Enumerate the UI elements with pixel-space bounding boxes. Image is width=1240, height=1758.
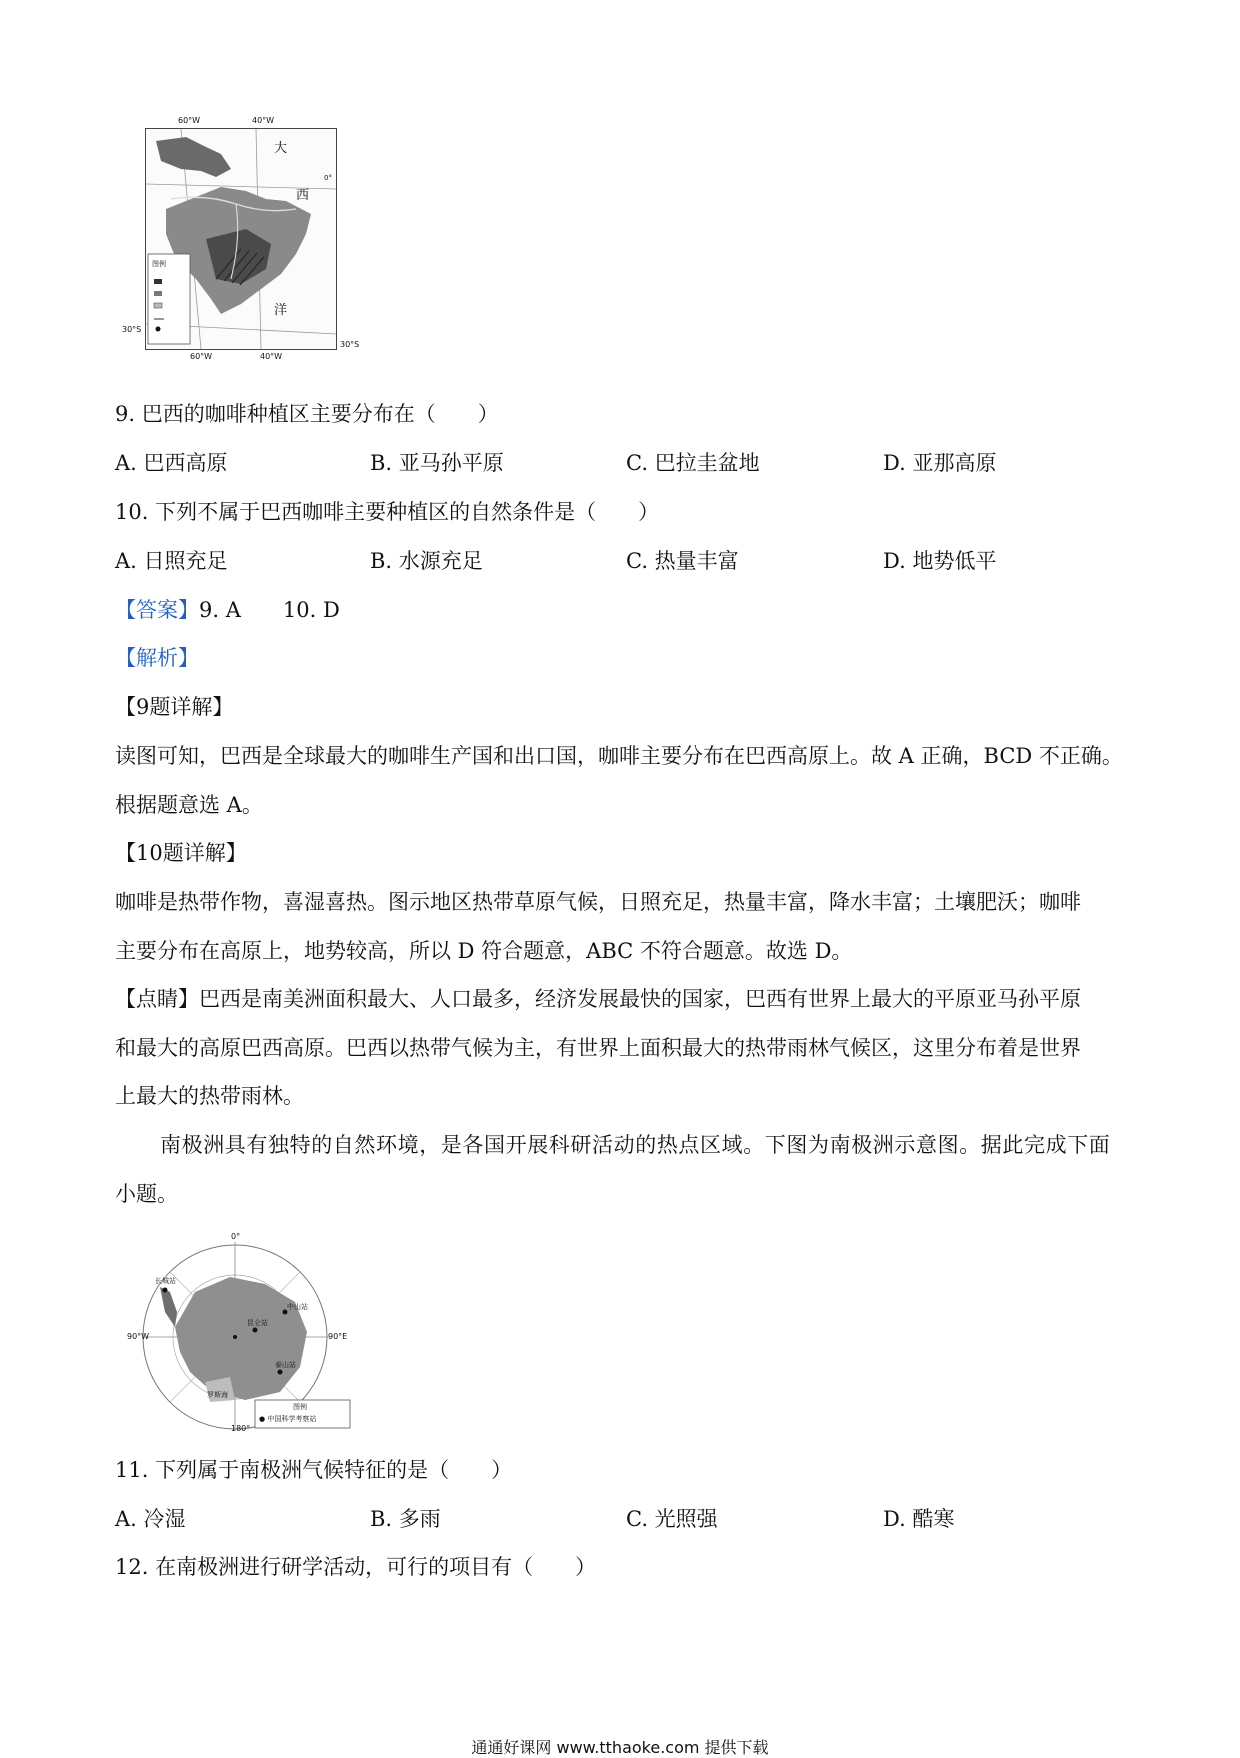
detail-10-heading: 【10题详解】 — [115, 841, 247, 865]
analysis-tag: 【解析】 — [115, 646, 199, 670]
sea-label: 罗斯海 — [207, 1391, 228, 1399]
question-9-option-b: B. 亚马孙平原 — [370, 451, 504, 475]
question-9-option-a: A. 巴西高原 — [115, 451, 228, 475]
equator-label: 0° — [324, 174, 332, 182]
lat-left: 30°S — [122, 325, 142, 334]
antarctica-right-label: 90°E — [328, 1332, 348, 1341]
brazil-map-svg — [146, 129, 336, 349]
question-9-option-c: C. 巴拉圭盆地 — [626, 451, 760, 475]
question-10-stem: 10. 下列不属于巴西咖啡主要种植区的自然条件是（ ） — [115, 500, 660, 524]
question-9-option-d: D. 亚那高原 — [883, 451, 997, 475]
detail-9-line-2: 根据题意选 A。 — [115, 793, 263, 817]
question-10-option-d: D. 地势低平 — [883, 549, 997, 573]
intro-line-1: 南极洲具有独特的自然环境，是各国开展科研活动的热点区域。下图为南极洲示意图。据此完成下面 — [160, 1133, 1111, 1157]
question-11-option-c: C. 光照强 — [626, 1507, 718, 1531]
ocean-label-2: 西 — [296, 188, 310, 203]
tip-line-1: 【点睛】巴西是南美洲面积最大、人口最多，经济发展最快的国家，巴西有世界上最大的平原亚马孙平原 — [115, 987, 1081, 1011]
station-label-1: 长城站 — [155, 1277, 176, 1285]
antarctica-legend-title: 图例 — [293, 1403, 307, 1411]
question-10-option-a: A. 日照充足 — [115, 549, 228, 573]
footer-source: 通通好课网 www.tthaoke.com 提供下载 — [471, 1738, 769, 1757]
answer-tag: 【答案】 — [115, 598, 199, 622]
antarctica-left-label: 90°W — [127, 1332, 150, 1341]
antarctica-map-svg — [135, 1232, 360, 1432]
detail-10-line-2: 主要分布在高原上，地势较高，所以 D 符合题意，ABC 不符合题意。故选 D。 — [115, 939, 853, 963]
antarctica-legend-item: ● 中国科学考察站 — [259, 1415, 317, 1423]
antarctica-map — [127, 1232, 360, 1433]
answer-line — [115, 595, 340, 625]
question-9-stem: 9. 巴西的咖啡种植区主要分布在（ ） — [115, 402, 499, 426]
lat-right: 30°S — [340, 340, 360, 349]
question-11-option-b: B. 多雨 — [370, 1507, 441, 1531]
question-11-option-a: A. 冷湿 — [115, 1507, 186, 1531]
intro-line-2: 小题。 — [115, 1182, 178, 1206]
lon-bottom-1: 60°W — [190, 352, 213, 361]
station-label-3: 昆仑站 — [247, 1319, 268, 1327]
lon-top-2: 40°W — [252, 116, 275, 125]
antarctica-top-label: 0° — [231, 1232, 241, 1241]
antarctica-bottom-label: 180° — [231, 1424, 251, 1433]
station-label-2: 中山站 — [287, 1303, 308, 1311]
question-12-stem: 12. 在南极洲进行研学活动，可行的项目有（ ） — [115, 1555, 597, 1579]
tip-line-2: 和最大的高原巴西高原。巴西以热带气候为主，有世界上面积最大的热带雨林气候区，这里分布着是世界 — [115, 1036, 1081, 1060]
detail-9-heading: 【9题详解】 — [115, 695, 234, 719]
ocean-label-1: 大 — [274, 141, 288, 156]
lon-top-1: 60°W — [178, 116, 201, 125]
lon-bottom-2: 40°W — [260, 352, 283, 361]
detail-10-line-1: 咖啡是热带作物，喜湿喜热。图示地区热带草原气候，日照充足，热量丰富，降水丰富；土壤肥沃；咖啡 — [115, 890, 1081, 914]
question-10-option-b: B. 水源充足 — [370, 549, 483, 573]
tip-line-3: 上最大的热带雨林。 — [115, 1084, 304, 1108]
station-label-4: 泰山站 — [275, 1361, 296, 1369]
legend-title: 图例 — [152, 260, 166, 268]
brazil-map — [145, 128, 337, 350]
question-11-stem: 11. 下列属于南极洲气候特征的是（ ） — [115, 1458, 513, 1482]
answer-text: 9. A 10. D — [199, 598, 340, 622]
question-11-option-d: D. 酷寒 — [883, 1507, 955, 1531]
ocean-label-3: 洋 — [274, 303, 288, 318]
detail-9-line-1: 读图可知，巴西是全球最大的咖啡生产国和出口国，咖啡主要分布在巴西高原上。故 A 正确，BCD 不正确。 — [115, 744, 1123, 768]
question-10-option-c: C. 热量丰富 — [626, 549, 739, 573]
